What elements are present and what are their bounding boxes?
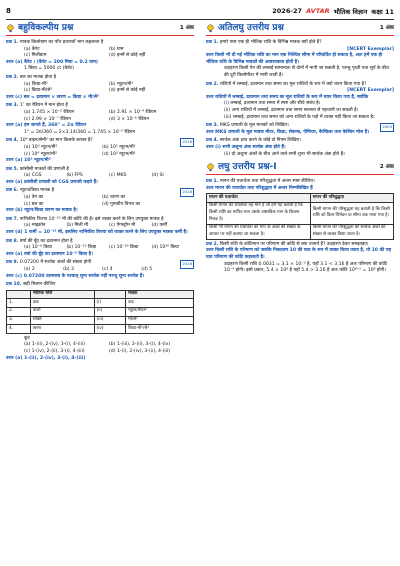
table-row: किसी भी मापन की यथार्थता को माप के अंकों की संख्या के आधार पर नहीं बताया जा सकता है। किसी मापन की परिशुद्धता को सार्थक अंकों की संख्या से व्यक्त किया जाता है।	[207, 224, 394, 239]
page-header	[6, 4, 394, 18]
answer: उत्तर (a) वर्षा की बूँद का द्रव्यमान 10⁻⁶ किग्रा है।	[6, 251, 93, 257]
year-badge: 2016	[180, 260, 194, 269]
table-row: 3. शक्ति (iii) मी/से²	[7, 316, 194, 325]
question-8: प्रश्न 8. वर्षा की बूँद का द्रव्यमान होता है (a) 10⁻⁶ किग्रा (b) 10⁻¹⁰ किग्रा (c) 10⁻²⁰ किग्रा (d) 10³⁰ किग्रा उत्तर (a) वर्षा की बूँद का द्रव्यमान 10⁻⁶ किग्रा है।	[6, 239, 194, 259]
answer: उत्तर किसी भी दी गई भौतिक राशि का मान एक निश्चित सीमा में परिवर्तित हो सकता है, अतः हमें एक ही भौतिक राशि के विभिन्न मात्रकों की आवश्यकता होती है।	[206, 53, 383, 65]
section-header-short	[206, 163, 394, 175]
question-6: 2018 प्रश्न 6. न्यूटन/किग्रा मात्रक है (a) वेग का (b) त्वरण का (c) बल का (d) गुरुत्वीय विभव का उत्तर (b) न्यूटन/किग्रा त्वरण का मात्रक है।	[6, 188, 192, 214]
table-row: किसी मापन की यथार्थता वह मान है जो हमें यह बताती है कि किसी राशि का मापित मान उसके वास्तविक मान के कितना निकट है। किसी मापन की परिशुद्धता यह बताती है कि किसी राशि को किस विभेदन या सीमा तक मापा गया है।	[207, 202, 394, 224]
question-5: प्रश्न 5. फ्रांसीसी मात्रकों की प्रणाली है (a) CGS (b) FPS (c) MKS (d) SI उत्तर (a) फ्रांसीसी प्रणाली को CGS प्रणाली कहते हैं।	[6, 167, 194, 187]
section-title: लघु उत्तरीय प्रश्न-I	[218, 162, 277, 173]
answer: उत्तर MKS प्रणाली के मूल मात्रक मीटर, किग्रा, सेकण्ड, ऐम्पियर, कैण्डिला तथा केल्विन मोल हैं।	[206, 129, 369, 135]
section-marks: 2 अंक	[379, 164, 394, 171]
page-number: 8	[6, 7, 11, 15]
answer: उत्तर मापन की यथार्थता तथा परिशुद्धता में अन्तर निम्नलिखित हैं	[206, 185, 313, 191]
section-header-very-short	[206, 24, 394, 36]
exam-tag: [NCERT Exemplar]	[347, 46, 394, 52]
question-3: 2005 प्रश्न 3. MKS प्रणाली के मूल मात्रकों को लिखिए। उत्तर MKS प्रणाली के मूल मात्रक मीटर, किग्रा, सेकण्ड, ऐम्पियर, कैण्डिला तथा केल्विन मोल हैं।	[206, 123, 392, 135]
year-badge: 2016	[180, 138, 194, 147]
question-2: प्रश्न 2. राशियों में लम्बाई, द्रव्यमान तथा समय का मूल राशियों के रूप में क्यों चयन किया गया है? [NCERT Exemplar] उत्तर राशियों में लम्बाई, द्रव्यमान तथा समय का मूल राशियों के रूप में चयन किया गया है, क्योंकि (i) लम्बाई, द्रव्यमान तथा समय में स्पष्ट और सीधे संबंध है। (ii) अन्य राशियों में लम्बाई, द्रव्यमान तथा समय सरलता से पहचानी जा सकती है। (iii) लम्बाई, द्रव्यमान तथा समय को अन्य राशियों के पदों में व्यक्त नहीं किया जा सकता है।	[206, 81, 394, 120]
year-code: 2026-27	[272, 7, 303, 15]
question-4: प्रश्न 4. सार्थक अंक ज्ञात करने के कोई दो नियम लिखिए। उत्तर (i) सभी अशून्य अंक सार्थक अंक होते हैं। (ii) दो अशून्य अंकों के बीच आने वाले सभी शून्य भी सार्थक अंक होते हैं।	[206, 138, 394, 158]
answer: उत्तर (a) 1-(ii), 2-(iv), 3-(i), 4-(iii)	[6, 355, 86, 361]
question-1: प्रश्न 1. हमारे पास एक ही भौतिक राशि के विभिन्न मात्रक क्यों होते हैं? [NCERT Exemplar] उत्तर किसी भी दी गई भौतिक राशि का मान एक निश्चित सीमा में परिवर्तित हो सकता है, अतः हमें एक ही भौतिक राशि के विभिन्न मात्रकों की आवश्यकता होती है। उदाहरण किसी पेन की लम्बाई सामान्यतः से दोनों में मापी जा सकती है, परन्तु पृथ्वी तथा सूर्य के बीच की दूरी किलोमीटर में मापी जाती है।	[206, 40, 394, 78]
question-1: प्रश्न 1. मात्रक किलोग्राम का पाँच हजारवाँ भाग कहलाता है (a) कैरेट (b) ग्राम (c) मिलीग्राम (d) इनमें से कोई नहीं उत्तर (a) कैरेट । (कैरेट = 200 मिग्रा = 0.2 ग्राम) 1 किग्रा = 5000 ct (कैरेट)	[6, 40, 194, 73]
section-title: अतिलघु उत्तरीय प्रश्न	[218, 23, 284, 34]
header-divider	[6, 19, 394, 20]
answer: उत्तर (a) फ्रांसीसी प्रणाली को CGS प्रणाली कहते हैं।	[6, 179, 98, 185]
question-7: प्रश्न 7. नाभिकीय त्रिज्या 10⁻¹⁵ मी की कोटि की है। इसे व्यक्त करने के लिए उपयुक्त मात्रक है (a) माइक्रोन (b) मिली मी (c) ऐंगस्ट्रॉम मी (d) फर्मी उत्तर (d) 1 फर्मी = 10⁻¹⁵ मी, इसलिए नाभिकीय त्रिज्या को व्यक्त करने के लिए उपयुक्त मात्रक फर्मी है।	[6, 217, 194, 237]
brand-logo: AVTAR	[306, 7, 330, 15]
question-2: प्रश्न 2. किसी राशि के कोटिमान पर परिणाम की कोटि से क्या तात्पर्य है? उदाहरण देकर समझाइए। उत्तर किसी राशि के परिमाण को जबकि निकटतम 10 की घात के रूप में व्यक्त किया जाता है, तो 10 की यह घात परिमाण की कोटि कहलाती है। उदाहरण किसी राशि 0.0031 = 3.1 × 10⁻³ है, यहाँ 3.1 < 3.16 है अतः परिमाण की कोटि 10⁻³ होगी। इसी प्रकार, 5.4 × 10⁸ है यहाँ 5.4 > 3.16 है अतः कोटि 10⁸⁺¹ = 10⁹ होगी।	[206, 242, 394, 275]
section-header-mcq	[6, 24, 194, 36]
match-table: भौतिक राशि मात्रक 1. दाब (i) वाट 2. ऊर्जा (ii) न्यूटन/मीटर² 3. शक्ति (iii) मी/से² 4. त्वरण (iv) किग्रा-मी²/से²	[6, 290, 194, 334]
bulb-icon	[6, 24, 15, 33]
question-4: 2016 प्रश्न 4. 10⁴ डाइन/सेमी² का मान किसके बराबर है? (a) 10³ न्यूटन/मी² (b) 10⁵ न्यूटन/मी² (c) 10⁴ न्यूटन/मी² (d) 10² न्यूटन/मी² उत्तर (a) 10³ न्यूटन/मी²	[6, 138, 192, 164]
answer: उत्तर (d) 1 फर्मी = 10⁻¹⁵ मी, इसलिए नाभिकीय त्रिज्या को व्यक्त करने के लिए उपयुक्त मात्रक फर्मी है।	[6, 230, 188, 236]
question-1: प्रश्न 1. मापन की यथार्थता तथा परिशुद्धता में अन्तर स्पष्ट कीजिए। उत्तर मापन की यथार्थता तथा परिशुद्धता में अन्तर निम्नलिखित हैं मापन की यथार्थता मापन की परिशुद्धता किसी मापन की यथार्थता वह मान है जो हमें यह बताती है कि किसी राशि का मापित मान उसके वास्तविक मान के कितना निकट है। किसी मापन की परिशुद्धता यह बताती है कि किसी राशि को किस विभेदन या सीमा तक मापा गया है। किसी भी मापन की यथार्थता को माप के अंकों की संख्या के आधार पर नहीं बताया जा सकता है। किसी मापन की परिशुद्धता को सार्थक अंकों की संख्या से व्यक्त किया जाता है।	[206, 179, 394, 240]
question-3: प्रश्न 3. 1″ का रेडियन में मान होता है (a) 1.745 × 10⁻² रेडियन (b) 2.91 × 10⁻⁴ रेडियन (c) 2.99 × 10⁻⁷ रेडियन (d) 3 × 10⁻⁶ रेडियन उत्तर (a) हम जानते हैं, 360° = 2π रेडियन 1° = 2π/360 = 2×3.14/360 = 1.745 × 10⁻² रेडियन	[6, 103, 194, 136]
answer: उत्तर (b) न्यूटन/किग्रा त्वरण का मात्रक है।	[6, 208, 78, 214]
bulb-icon	[206, 24, 215, 33]
answer: उत्तर (c) बल = द्रव्यमान × त्वरण = किग्रा × मी/से²	[6, 94, 99, 100]
year-badge: 2018	[180, 188, 194, 197]
answer: उत्तर (a) कैरेट । (कैरेट = 200 मिग्रा = 0.2 ग्राम)	[6, 59, 98, 65]
answer: उत्तर राशियों में लम्बाई, द्रव्यमान तथा समय का मूल राशियों के रूप में चयन किया गया है, क्योंकि	[206, 94, 369, 100]
answer: उत्तर (a) 10³ न्यूटन/मी²	[6, 158, 51, 164]
table-row: 2. ऊर्जा (ii) न्यूटन/मीटर²	[7, 307, 194, 316]
answer: उत्तर (c) 0.07200 दशमलव के पश्चात् शून्य सार्थक नहीं परन्तु शून्य सार्थक हैं।	[6, 273, 145, 279]
answer: उत्तर (a) हम जानते हैं, 360° = 2π रेडियन	[6, 123, 87, 129]
comparison-table: मापन की यथार्थता मापन की परिशुद्धता किसी मापन की यथार्थता वह मान है जो हमें यह बताती है कि किसी राशि का मापित मान उसके वास्तविक मान के कितना निकट है। किसी मापन की परिशुद्धता यह बताती है कि किसी राशि को किस विभेदन या सीमा तक मापा गया है। किसी भी मापन की यथार्थता को माप के अंकों की संख्या के आधार पर नहीं बताया जा सकता है। किसी मापन की परिशुद्धता को सार्थक अंकों की संख्या से व्यक्त किया जाता है।	[206, 193, 394, 240]
class-label: कक्षा 11	[371, 7, 394, 16]
question-10: प्रश्न 10. सही मिलान कीजिए भौतिक राशि मात्रक 1. दाब (i) वाट 2. ऊर्जा (ii) न्यूटन/मीटर² 3. शक्ति (iii) मी/से² 4. त्वरण (iv) किग्रा-मी²/से² कूट (a) 1-(ii), 2-(iv), 3-(i), 4-(iii) (b) 1-(iii), 2-(ii), 3-(i), 4-(iv) (c) 1-(iv), 2-(ii), 3-(i), 4-(iii) (d) 1-(i), 2-(iv), 3-(ii), 4-(iii) उत्तर (a) 1-(ii), 2-(iv), 3-(i), 4-(iii)	[6, 282, 194, 362]
table-row: 1. दाब (i) वाट	[7, 299, 194, 308]
section-marks: 1 अंक	[179, 25, 194, 32]
right-column	[206, 24, 394, 277]
year-badge: 2005	[380, 123, 394, 132]
section-marks: 1 अंक	[379, 25, 394, 32]
answer: उत्तर (i) सभी अशून्य अंक सार्थक अंक होते हैं।	[206, 144, 286, 150]
subject-title: भौतिक विज्ञान	[333, 7, 368, 16]
section-title: बहुविकल्पीय प्रश्न	[18, 23, 74, 34]
left-column	[6, 24, 194, 364]
question-2: प्रश्न 2. बल का मात्रक होता है (a) किग्रा-मी² (b) न्यूटन/मी² (c) किग्रा-मी/से² (d) इनमें से कोई नहीं उत्तर (c) बल = द्रव्यमान × त्वरण = किग्रा × मी/से²	[6, 75, 194, 101]
answer: उत्तर किसी राशि के परिमाण को जबकि निकटतम 10 की घात के रूप में व्यक्त किया जाता है, तो 10 की यह घात परिमाण की कोटि कहलाती है।	[206, 248, 392, 261]
bulb-icon	[206, 163, 215, 172]
table-row: 4. त्वरण (iv) किग्रा-मी²/से²	[7, 325, 194, 334]
exam-tag: [NCERT Exemplar]	[347, 88, 394, 94]
question-9: 2016 प्रश्न 9. 0.07200 में सार्थक अंकों की संख्या होगी (a) 2 (b) 3 (c) 4 (d) 5 उत्तर (c) 0.07200 दशमलव के पश्चात् शून्य सार्थक नहीं परन्तु शून्य सार्थक हैं।	[6, 260, 192, 279]
